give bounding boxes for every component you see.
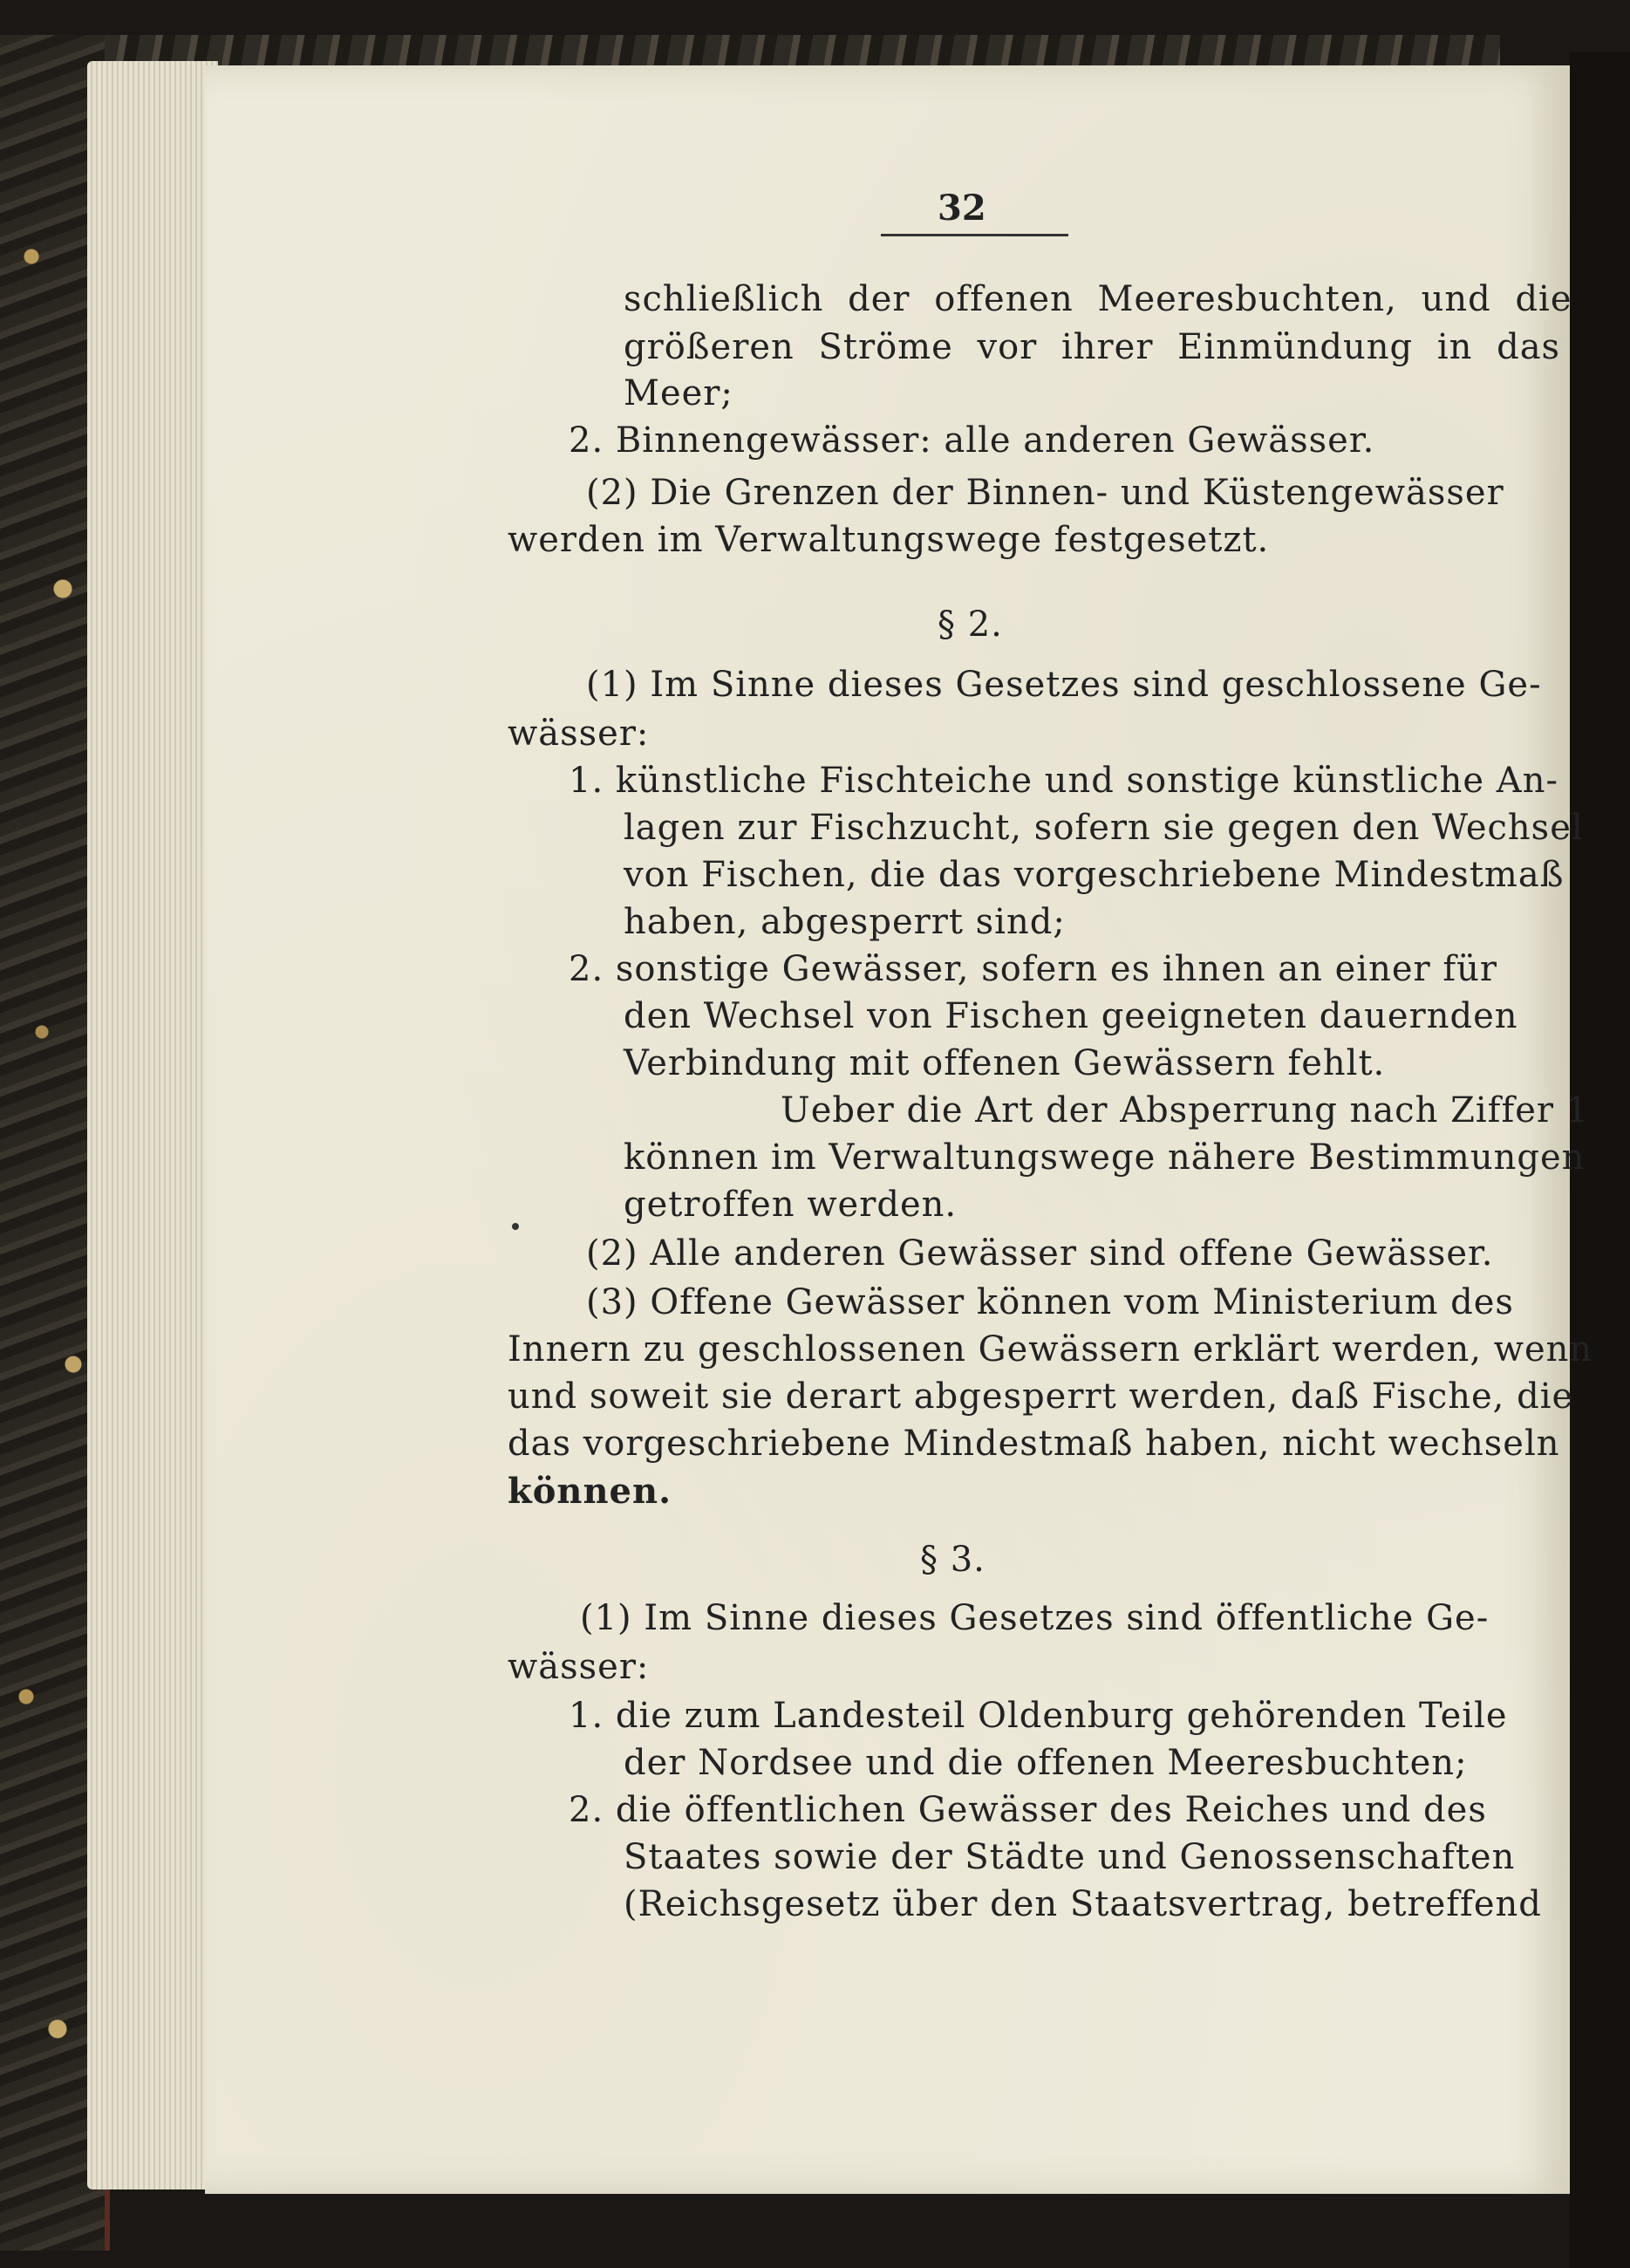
- text-line: Staates sowie der Städte und Genossenschaften: [624, 1837, 1516, 1877]
- text-line: getroffen werden.: [624, 1185, 958, 1225]
- page-number: 32: [938, 188, 986, 229]
- text-line: das vorgeschriebene Mindestmaß haben, nicht wechseln: [508, 1424, 1560, 1464]
- page-stack-edges: [87, 61, 218, 2189]
- text-line: (3) Offene Gewässer können vom Ministerium des: [586, 1282, 1514, 1322]
- text-line: Ueber die Art der Absperrung nach Ziffer 1: [781, 1090, 1590, 1131]
- text-line: können im Verwaltungswege nähere Bestimmungen: [624, 1137, 1586, 1178]
- text-line: wässer:: [508, 1647, 650, 1687]
- section-heading: § 2.: [938, 605, 1003, 645]
- text-line: größeren Ströme vor ihrer Einmündung in das: [624, 327, 1561, 367]
- text-line: haben, abgesperrt sind;: [624, 902, 1066, 942]
- text-line: der Nordsee und die offenen Meeresbuchten;: [624, 1743, 1468, 1783]
- text-line: (2) Alle anderen Gewässer sind offene Gewässer.: [586, 1233, 1494, 1274]
- text-line: 2. die öffentlichen Gewässer des Reiches und des: [569, 1790, 1487, 1830]
- text-line: schließlich der offenen Meeresbuchten, und die: [624, 279, 1572, 319]
- text-line: 1. künstliche Fischteiche und sonstige künstliche An-: [569, 761, 1558, 801]
- text-line: (2) Die Grenzen der Binnen- und Küstengewässer: [586, 473, 1504, 513]
- text-line: 2. Binnengewässer: alle anderen Gewässer.: [569, 420, 1375, 461]
- text-line: werden im Verwaltungswege festgesetzt.: [508, 520, 1270, 560]
- text-line: wässer:: [508, 714, 650, 754]
- text-line: (1) Im Sinne dieses Gesetzes sind geschlossene Ge-: [586, 665, 1542, 705]
- section-heading: § 3.: [920, 1540, 986, 1580]
- text-line: Innern zu geschlossenen Gewässern erklärt werden, wenn: [508, 1329, 1593, 1370]
- text-line: Meer;: [624, 373, 733, 413]
- text-line: von Fischen, die das vorgeschriebene Mindestmaß: [624, 855, 1565, 895]
- header-rule: [881, 234, 1068, 236]
- text-line: (1) Im Sinne dieses Gesetzes sind öffentliche Ge-: [580, 1598, 1490, 1638]
- text-line: können.: [508, 1471, 672, 1512]
- text-line: Verbindung mit offenen Gewässern fehlt.: [624, 1043, 1386, 1083]
- text-line: 1. die zum Landesteil Oldenburg gehörenden Teile: [569, 1696, 1508, 1736]
- text-line: den Wechsel von Fischen geeigneten dauernden: [624, 996, 1518, 1036]
- text-line: 2. sonstige Gewässer, sofern es ihnen an einer für: [569, 949, 1498, 989]
- text-line: lagen zur Fischzucht, sofern sie gegen den Wechsel: [624, 808, 1584, 848]
- text-line: (Reichsgesetz über den Staatsvertrag, betreffend: [624, 1884, 1542, 1924]
- text-line: und soweit sie derart abgesperrt werden, daß Fische, die: [508, 1377, 1574, 1417]
- ink-mark: [512, 1223, 519, 1230]
